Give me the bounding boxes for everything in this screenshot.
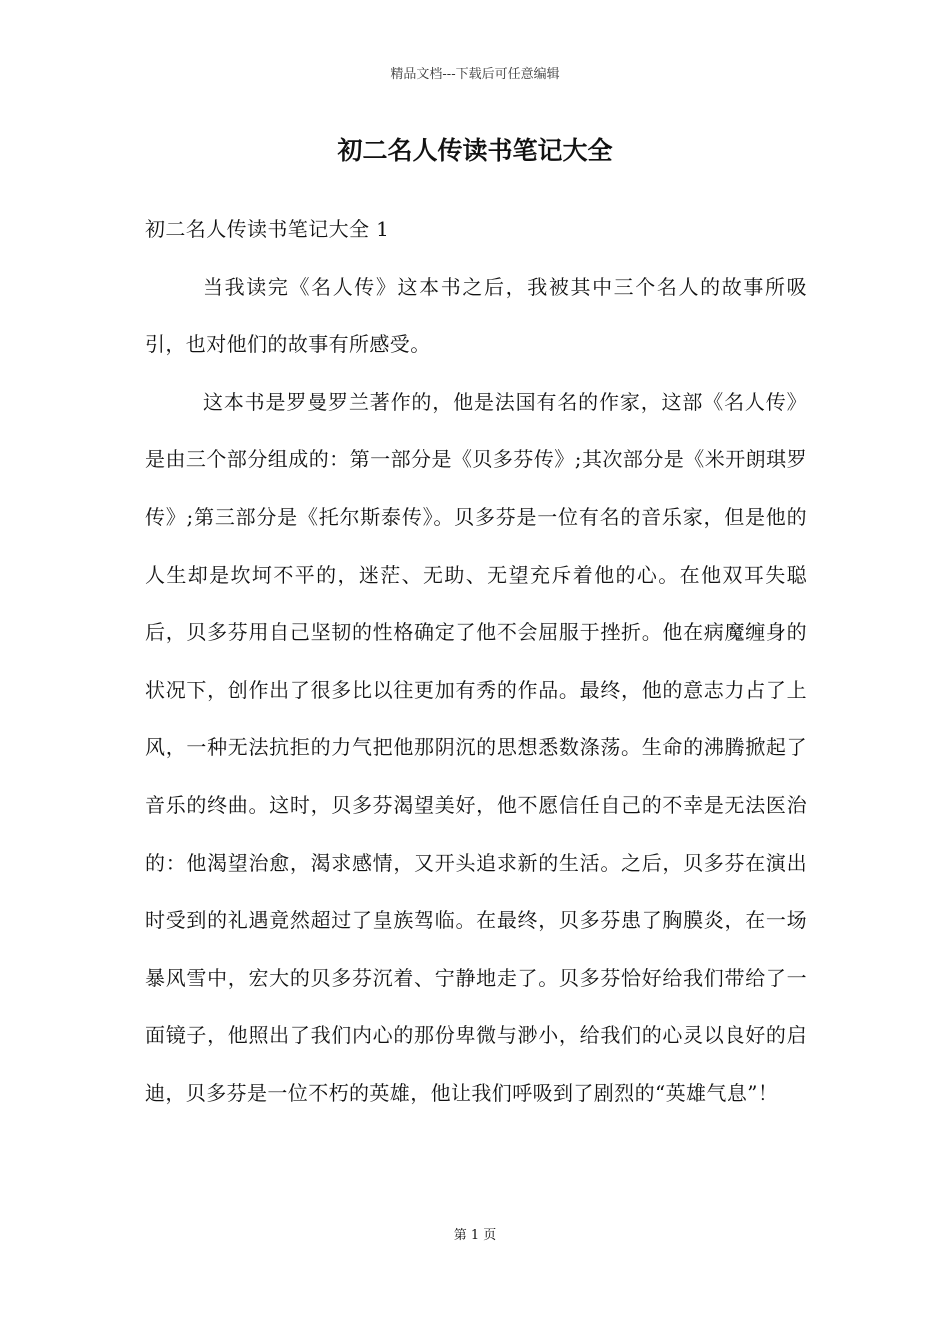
document-body: [145, 201, 807, 1123]
page-number: 第 1 页: [453, 1228, 497, 1243]
paragraph-intro: 当我读完《名人传》这本书之后，我被其中三个名人的故事所吸引，也对他们的故事有所感受。: [145, 274, 807, 357]
paragraph-beethoven: 这本书是罗曼罗兰著作的，他是法国有名的作家，这部《名人传》是由三个部分组成的：第一部分是《贝多芬传》;其次部分是《米开朗琪罗传》;第三部分是《托尔斯泰传》。贝多芬是一位有名的音乐家，但是他的人生却是坎坷不平的，迷茫、无助、无望充斥着他的心。在他双耳失聪后，贝多芬用自己坚韧的性格确定了他不会屈服于挫折。他在病魔缠身的状况下，创作出了很多比以往更加有秀的作品。最终，他的意志力占了上风，一种无法抗拒的力气把他那阴沉的思想悉数涤荡。生命的沸腾掀起了音乐的终曲。这时，贝多芬渴望美好，他不愿信任自己的不幸是无法医治的：他渴望治愈，渴求感情，又开头追求新的生活。之后，贝多芬在演出时受到的礼遇竟然超过了皇族驾临。在最终，贝多芬患了胸膜炎，在一场暴风雪中，宏大的贝多芬沉着、宁静地走了。贝多芬恰好给我们带给了一面镜子，他照出了我们内心的那份卑微与渺小，给我们的心灵以良好的启迪，贝多芬是一位不朽的英雄，他让我们呼吸到了剧烈的“英雄气息”！: [145, 389, 807, 1105]
page-header-note: 精品文档---下载后可任意编辑: [390, 67, 560, 82]
section-subheading: 初二名人传读书笔记大全 1: [145, 217, 390, 241]
document-title: 初二名人传读书笔记大全: [337, 136, 613, 165]
